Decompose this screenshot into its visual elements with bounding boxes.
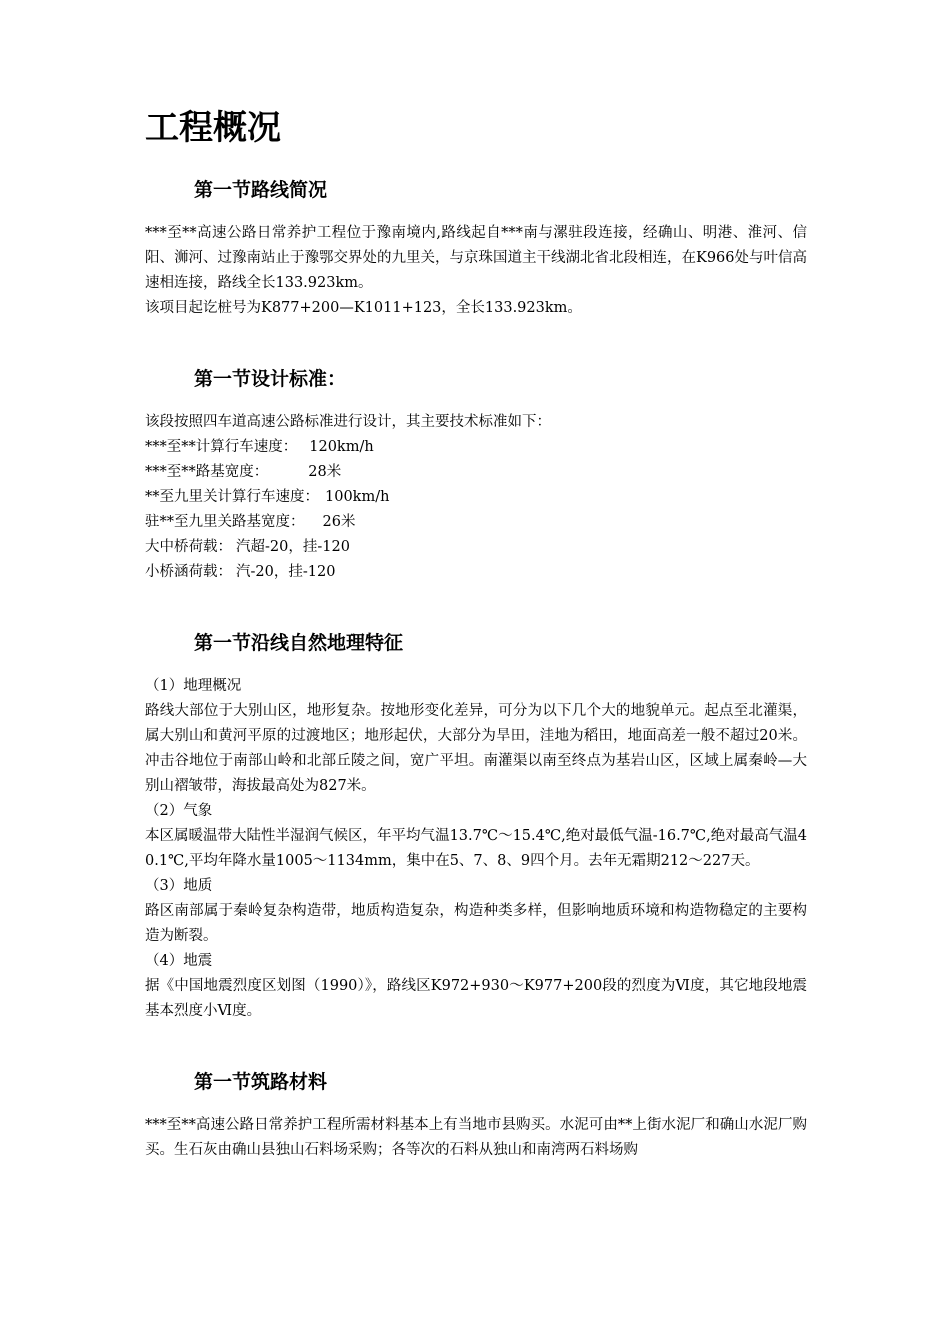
spec-value: 28米	[308, 464, 342, 480]
climate-paragraph: 本区属暖温带大陆性半湿润气候区，年平均气温13.7℃～15.4℃,绝对最低气温-16.7℃,绝对最高气温40.1℃,平均年降水量1005～1134mm，集中在5、7、8、9四个月。去年无霜期212～227天。	[145, 828, 807, 869]
geography-paragraph: 路线大部位于大别山区，地形复杂。按地形变化差异，可分为以下几个大的地貌单元。起点至北灌渠，属大别山和黄河平原的过渡地区；地形起伏，大部分为旱田，洼地为稻田，地面高差一般不超过20米。冲击谷地位于南部山岭和北部丘陵之间，宽广平坦。南灌渠以南至终点为基岩山区，区域上属秦岭—大别山褶皱带，海拔最高处为827米。	[145, 703, 807, 794]
section-heading-geography: 第一节沿线自然地理特征	[194, 632, 404, 654]
section-design-standards	[145, 365, 807, 585]
spec-value: 汽超-20，挂-120	[236, 539, 350, 555]
subheading-earthquake: （4）地震	[145, 953, 213, 969]
document-body	[145, 104, 807, 1215]
section-heading-standards: 第一节设计标准：	[194, 368, 347, 390]
standards-intro: 该段按照四车道高速公路标准进行设计，其主要技术标准如下：	[145, 414, 551, 430]
spec-label: 大中桥荷载：	[145, 539, 232, 555]
route-stake-paragraph: 该项目起讫桩号为K877+200—K1011+123，全长133.923km。	[145, 300, 582, 316]
spec-line	[145, 535, 807, 560]
spec-line	[145, 460, 807, 485]
spec-label: 小桥涵荷载：	[145, 564, 232, 580]
subheading-geology: （3）地质	[145, 878, 213, 894]
spec-line	[145, 435, 807, 460]
spec-label: ***至**路基宽度：	[145, 464, 269, 480]
section-heading-route: 第一节路线简况	[194, 179, 328, 201]
spec-value: 汽-20，挂-120	[236, 564, 336, 580]
section-route-overview	[145, 176, 807, 321]
spec-line	[145, 485, 807, 510]
spec-label: 驻**至九里关路基宽度：	[145, 514, 305, 530]
document-title: 工程概况	[145, 108, 281, 148]
materials-paragraph: ***至**高速公路日常养护工程所需材料基本上有当地市县购买。水泥可由**上街水泥厂和确山水泥厂购买。生石灰由确山县独山石料场采购；各等次的石料从独山和南湾两石料场购	[145, 1117, 807, 1158]
section-road-materials	[145, 1068, 807, 1163]
geology-paragraph: 路区南部属于秦岭复杂构造带，地质构造复杂，构造种类多样，但影响地质环境和构造物稳定的主要构造为断裂。	[145, 903, 807, 944]
spec-label: **至九里关计算行车速度：	[145, 489, 319, 505]
spec-value: 100km/h	[325, 489, 390, 505]
section-natural-geography	[145, 629, 807, 1024]
subheading-climate: （2）气象	[145, 803, 213, 819]
spec-value: 120km/h	[309, 439, 374, 455]
spec-line	[145, 560, 807, 585]
earthquake-paragraph: 据《中国地震烈度区划图（1990）》，路线区K972+930～K977+200段的烈度为Ⅵ度，其它地段地震基本烈度小Ⅵ度。	[145, 978, 807, 1019]
subheading-geography: （1）地理概况	[145, 678, 242, 694]
spec-line	[145, 510, 807, 535]
section-heading-materials: 第一节筑路材料	[194, 1071, 328, 1093]
route-paragraph: ***至**高速公路日常养护工程位于豫南境内,路线起自***南与漯驻段连接，经确山、明港、淮河、信阳、浉河、过豫南站止于豫鄂交界处的九里关，与京珠国道主干线湖北省北段相连，在K966处与叶信高速相连接，路线全长133.923km。	[145, 225, 808, 291]
spec-label: ***至**计算行车速度：	[145, 439, 298, 455]
spec-value: 26米	[322, 514, 356, 530]
